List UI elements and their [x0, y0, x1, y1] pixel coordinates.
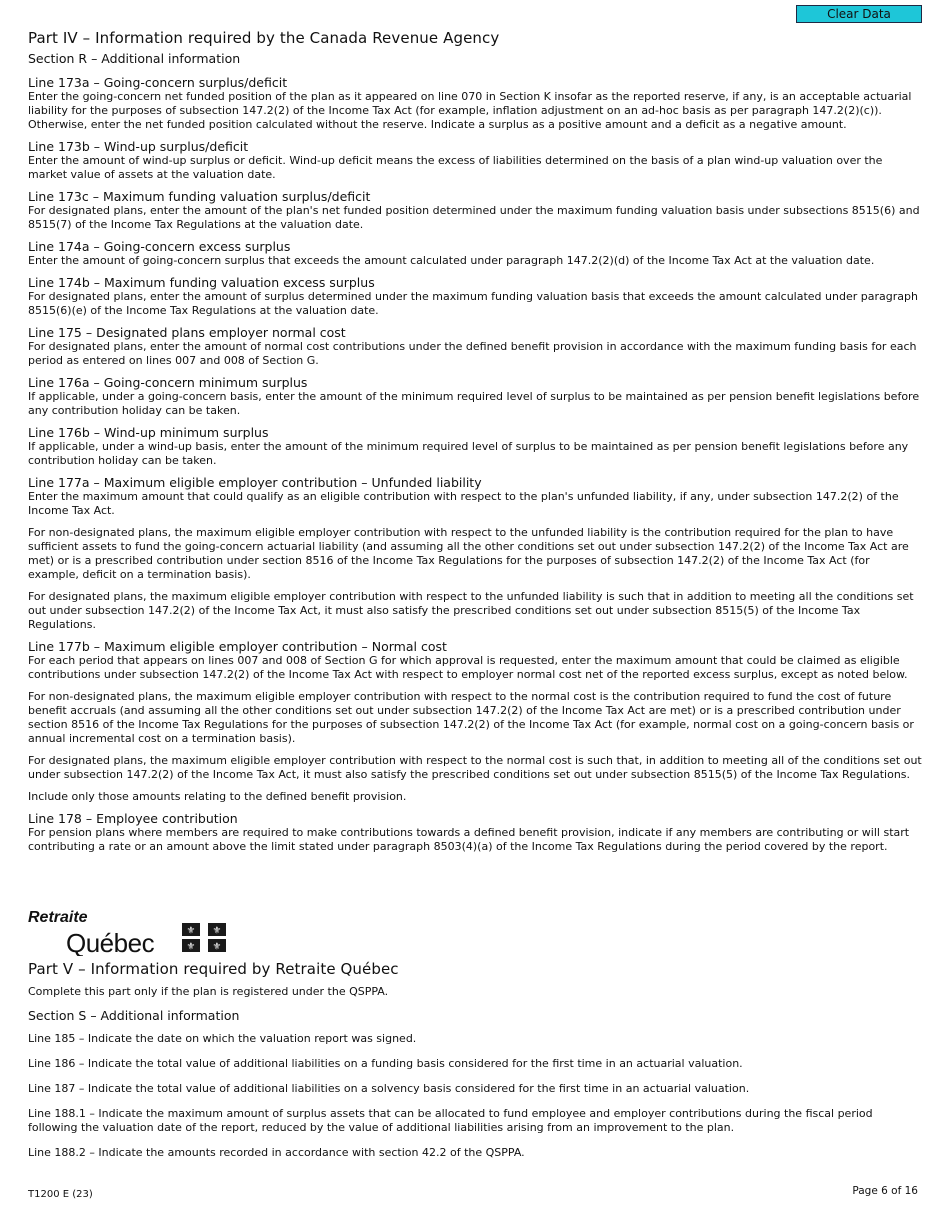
line-heading: Line 173a – Going-concern surplus/deficit: [28, 75, 288, 90]
line-description: For non-designated plans, the maximum eligible employer contribution with respect to the normal cost is the contribution required to fund the cost of future benefit accruals (and assuming all the other conditions set out under subsection 147.2(2) of the Income Tax Act are met) or is a prescribed contribution under section 8516 of the Income Tax Regulations for the purposes of subsection 147.2(2) of the Income Tax Act (for example, normal cost on a going-concern basis or annual incremental cost on a termination basis).: [28, 690, 914, 745]
line-heading: Line 174b – Maximum funding valuation excess surplus: [28, 275, 375, 290]
line-item: [28, 475, 922, 632]
line-description: If applicable, under a going-concern basis, enter the amount of the minimum required level of surplus to be maintained as per pension benefit legislations before any contribution holiday can be taken.: [28, 390, 920, 417]
line-description: For designated plans, the maximum eligible employer contribution with respect to the normal cost is such that, in addition to meeting all of the conditions set out under subsection 147.2(2) of the Income Tax Act, it must also satisfy the prescribed conditions set out under subsection 8515(5) of the Income Tax Regulations.: [28, 754, 922, 781]
line-item: [28, 75, 922, 132]
line-instruction: Line 185 – Indicate the date on which the valuation report was signed.: [28, 1032, 417, 1045]
line-heading: Line 177b – Maximum eligible employer contribution – Normal cost: [28, 639, 447, 654]
line-description: Enter the going-concern net funded position of the plan as it appeared on line 070 in Section K insofar as the reported reserve, if any, is an acceptable actuarial liability for the purposes of subsection 147.2(2) of the Income Tax Act (for example, inflation adjustment on an ad-hoc basis as per paragraph 147.2(2)(c)). Otherwise, enter the net funded position calculated without the reserve. Indicate a surplus as a positive amount and a deficit as a negative amount.: [28, 90, 912, 131]
line-description: Enter the amount of going-concern surplus that exceeds the amount calculated under paragraph 147.2(2)(d) of the Income Tax Act at the valuation date.: [28, 254, 875, 267]
line-description: Include only those amounts relating to the defined benefit provision.: [28, 790, 407, 803]
logo-text-retraite: Retraite: [28, 909, 88, 926]
line-description: Enter the amount of wind-up surplus or deficit. Wind-up deficit means the excess of liabilities determined on the basis of a plan wind-up valuation over the market value of assets at the valuation date.: [28, 154, 883, 181]
form-identifier: T1200 E (23): [28, 1189, 93, 1200]
part-v-intro: Complete this part only if the plan is registered under the QSPPA.: [28, 985, 389, 998]
line-description: For designated plans, enter the amount of the plan's net funded position determined under the maximum funding valuation basis under subsections 8515(6) and 8515(7) of the Income Tax Regulations at the valuation date.: [28, 204, 920, 231]
page-number: Page 6 of 16: [852, 1185, 918, 1197]
line-heading: Line 178 – Employee contribution: [28, 811, 238, 826]
line-description: For non-designated plans, the maximum eligible employer contribution with respect to the unfunded liability is the contribution required for the plan to have sufficient assets to fund the going-concern actuarial liability (and assuming all the other conditions set out under subsection 147.2(2) of the Income Tax Act are met) or is a prescribed contribution under section 8516 of the Income Tax Regulations for the purposes of subsection 147.2(2) of the Income Tax Act (for example, deficit on a termination basis).: [28, 526, 909, 581]
line-item: [28, 275, 922, 318]
line-item: [28, 189, 922, 232]
section-r-title: Section R – Additional information: [28, 51, 241, 66]
line-item: [28, 325, 922, 368]
line-heading: Line 173b – Wind-up surplus/deficit: [28, 139, 249, 154]
logo-text-quebec: Québec: [66, 928, 155, 956]
line-heading: Line 175 – Designated plans employer normal cost: [28, 325, 346, 340]
line-item: [28, 425, 922, 468]
line-heading: Line 177a – Maximum eligible employer contribution – Unfunded liability: [28, 475, 482, 490]
line-heading: Line 176b – Wind-up minimum surplus: [28, 425, 269, 440]
svg-text:⚜: ⚜: [186, 941, 196, 953]
line-description: For designated plans, enter the amount of normal cost contributions under the defined benefit provision in accordance with the maximum funding basis for each period as entered on lines 007 and 008 of Section G.: [28, 340, 917, 367]
part-iv-title: Part IV – Information required by the Canada Revenue Agency: [28, 29, 500, 47]
part-v-lines: [28, 1032, 922, 1160]
line-instruction: Line 187 – Indicate the total value of additional liabilities on a solvency basis considered for the first time in an actuarial valuation.: [28, 1082, 750, 1095]
line-heading: Line 174a – Going-concern excess surplus: [28, 239, 291, 254]
line-item: [28, 375, 922, 418]
svg-text:⚜: ⚜: [212, 925, 222, 937]
line-item: [28, 139, 922, 182]
line-item: [28, 639, 922, 804]
line-instruction: Line 186 – Indicate the total value of additional liabilities on a funding basis considered for the first time in an actuarial valuation.: [28, 1057, 743, 1070]
fleur-de-lis-flag-icon: [182, 923, 226, 953]
line-item: [28, 811, 922, 854]
section-s-title: Section S – Additional information: [28, 1008, 240, 1023]
line-instruction: Line 188.2 – Indicate the amounts recorded in accordance with section 42.2 of the QSPPA.: [28, 1146, 525, 1159]
clear-data-button[interactable]: Clear Data: [796, 5, 922, 23]
part-iv-items: [28, 75, 922, 854]
line-heading: Line 176a – Going-concern minimum surplus: [28, 375, 308, 390]
part-v: [28, 960, 922, 1171]
line-item: [28, 239, 922, 268]
line-description: For each period that appears on lines 007 and 008 of Section G for which approval is requested, enter the maximum amount that could be claimed as eligible contributions under subsection 147.2(2) of the Income Tax Act with respect to employer normal cost net of the reported excess surplus, except as noted below.: [28, 654, 908, 681]
svg-text:⚜: ⚜: [186, 925, 196, 937]
line-description: If applicable, under a wind-up basis, enter the amount of the minimum required level of surplus to be maintained as per pension benefit legislations before any contribution holiday can be taken.: [28, 440, 909, 467]
retraite-quebec-logo: [28, 906, 228, 956]
line-instruction: Line 188.1 – Indicate the maximum amount of surplus assets that can be allocated to fund employee and employer contributions during the fiscal period following the valuation date of the report, reduced by the value of additional liabilities arising from an improvement to the plan.: [28, 1107, 873, 1134]
line-description: For designated plans, enter the amount of surplus determined under the maximum funding valuation basis that exceeds the amount calculated under paragraph 8515(6)(e) of the Income Tax Regulations at the valuation date.: [28, 290, 918, 317]
line-description: For designated plans, the maximum eligible employer contribution with respect to the unfunded liability is such that in addition to meeting all the conditions set out under subsection 147.2(2) of the Income Tax Act, it must also satisfy the prescribed conditions set out under subsection 8515(5) of the Income Tax Regulations.: [28, 590, 914, 631]
part-iv: [28, 29, 922, 861]
line-description: Enter the maximum amount that could qualify as an eligible contribution with respect to the plan's unfunded liability, if any, under subsection 147.2(2) of the Income Tax Act.: [28, 490, 899, 517]
line-description: For pension plans where members are required to make contributions towards a defined benefit provision, indicate if any members are contributing or will start contributing a rate or an amount above the limit stated under paragraph 8503(4)(a) of the Income Tax Regulations during the period covered by the report.: [28, 826, 910, 853]
part-v-title: Part V – Information required by Retraite Québec: [28, 960, 399, 978]
svg-text:⚜: ⚜: [212, 941, 222, 953]
line-heading: Line 173c – Maximum funding valuation surplus/deficit: [28, 189, 371, 204]
